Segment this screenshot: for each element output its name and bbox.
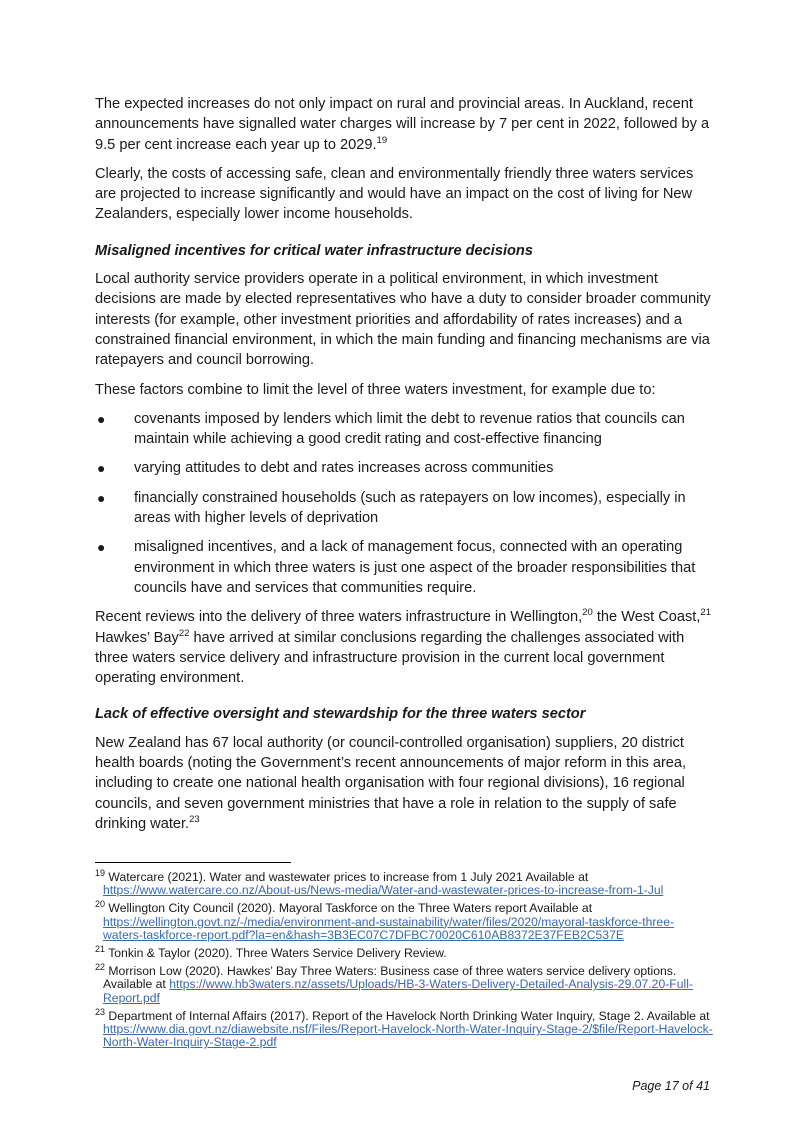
footnote-number: 22 <box>95 962 106 973</box>
paragraph-text: New Zealand has 67 local authority (or council-controlled organisation) suppliers, 20 district health boards (noting the Government’s recent announcements of major reform in this area, including to create one national health organisation with four regional divisions), 16 regional councils, and seven government ministries that have a role in relation to the supply of safe drinking water. <box>95 734 687 832</box>
list-item-text: varying attitudes to debt and rates increases across communities <box>134 460 554 477</box>
page-number: Page 17 of 41 <box>632 1079 710 1093</box>
paragraph-political-environment: Local authority service providers operate in a political environment, in which investment decisions are made by elected representatives who have a duty to consider broader community interests (for example, other investment priorities and affordability of rates increases) and a constrained financial environment, in which the main funding and financing mechanisms are via ratepayers and council borrowing. <box>95 271 711 369</box>
list-item <box>95 409 713 450</box>
footnote-text: Department of Internal Affairs (2017). Report of the Havelock North Drinking Water Inquiry, Stage 2. Available at <box>108 1008 710 1023</box>
footnote-ref[interactable]: 20 <box>582 607 593 619</box>
list-item <box>95 458 713 478</box>
footnote-link[interactable]: https://www.dia.govt.nz/diawebsite.nsf/Files/Report-Havelock-North-Water-Inquiry-Stage-2/$file/Report-Havelock-North-Water-Inquiry-Stage-2.pdf <box>103 1022 713 1050</box>
footnotes <box>95 867 713 1054</box>
bullet-icon: ● <box>97 489 106 506</box>
paragraph-text: the West Coast, <box>592 609 701 626</box>
footnote-link[interactable]: https://www.hb3waters.nz/assets/Uploads/HB-3-Waters-Delivery-Detailed-Analysis-29.07.20-Full-Report.pdf <box>103 977 693 1005</box>
list-item-text: financially constrained households (such as ratepayers on low incomes), especially in areas with higher levels of deprivation <box>134 489 686 527</box>
footnote-ref[interactable]: 22 <box>178 627 190 639</box>
bullet-icon: ● <box>97 460 106 477</box>
footnote-ref[interactable]: 23 <box>189 814 200 826</box>
footnote-23 <box>95 1006 713 1050</box>
footnote-number: 23 <box>95 1006 106 1017</box>
paragraph-recent-reviews <box>95 607 713 688</box>
footnote-divider <box>95 862 291 863</box>
list-item-text: covenants imposed by lenders which limit the debt to revenue ratios that councils can maintain while achieving a good credit rating and cost-effective financing <box>134 410 685 448</box>
footnote-link[interactable]: https://wellington.govt.nz/-/media/environment-and-sustainability/water/files/2020/mayoral-taskforce-three-waters-taskforce-report.pdf?la=en&hash=3B3EC07C7DFBC70020C610AB8372E37FEB2C537E <box>103 914 675 942</box>
footnote-text: Watercare (2021). Water and wastewater prices to increase from 1 July 2021 Available at <box>108 870 589 884</box>
footnote-number: 19 <box>95 867 106 878</box>
footnote-text: Morrison Low (2020). Hawkes’ Bay Three Waters: Business case of three waters service delivery options. Available at <box>103 964 677 992</box>
paragraph-text: Recent reviews into the delivery of three waters infrastructure in Wellington, <box>95 609 583 626</box>
paragraph-text: Hawkes’ Bay <box>95 629 179 646</box>
paragraph-text: have arrived at similar conclusions regarding the challenges associated with three waters service delivery and infrastructure provision in the current local government operating environment. <box>95 629 685 687</box>
paragraph-auckland <box>95 94 713 155</box>
bullet-list <box>95 409 713 598</box>
footnote-20 <box>95 899 713 942</box>
footnote-ref[interactable]: 21 <box>700 607 711 619</box>
footnote-19 <box>95 867 713 898</box>
paragraph-text: The expected increases do not only impact on rural and provincial areas. In Auckland, recent announcements have signalled water charges will increase by 7 per cent in 2022, followed by a 9.5 per cent increase each year up to 2029. <box>95 96 710 153</box>
paragraph-cost-of-living: Clearly, the costs of accessing safe, clean and environmentally friendly three waters services are projected to increase significantly and would have an impact on the cost of living for New Zealanders, especially lower income households. <box>95 165 694 223</box>
bullet-icon: ● <box>97 539 106 556</box>
footnote-text: Tonkin & Taylor (2020). Three Waters Service Delivery Review. <box>108 946 447 961</box>
footnote-number: 21 <box>95 943 106 954</box>
bullet-icon: ● <box>97 410 106 427</box>
list-item <box>95 488 713 529</box>
page-body <box>95 94 713 843</box>
footnote-22 <box>95 962 713 1005</box>
section-heading-misaligned-incentives: Misaligned incentives for critical water infrastructure decisions <box>95 242 533 259</box>
footnote-21 <box>95 943 713 961</box>
footnote-number: 20 <box>95 899 106 910</box>
paragraph-factors: These factors combine to limit the level of three waters investment, for example due to: <box>95 381 656 398</box>
footnote-ref[interactable]: 19 <box>376 134 388 146</box>
list-item <box>95 537 713 598</box>
paragraph-suppliers <box>95 733 713 834</box>
footnote-link[interactable]: https://www.watercare.co.nz/About-us/News-media/Water-and-wastewater-prices-to-increase-from-1-Jul <box>103 883 664 898</box>
list-item-text: misaligned incentives, and a lack of management focus, connected with an operating environment in which three waters is just one aspect of the broader responsibilities that councils have and services that communities require. <box>134 539 696 596</box>
section-heading-oversight: Lack of effective oversight and stewardship for the three waters sector <box>95 706 586 723</box>
footnote-text: Wellington City Council (2020). Mayoral Taskforce on the Three Waters report Available at <box>108 901 593 916</box>
